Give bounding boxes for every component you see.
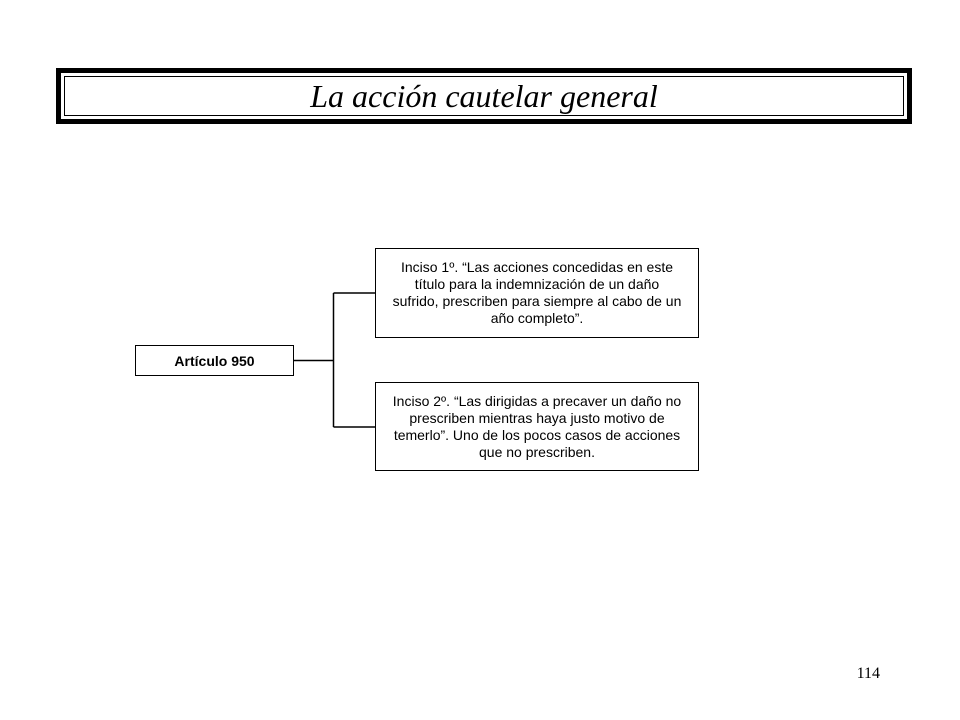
title-banner — [56, 68, 912, 124]
article-box — [135, 345, 294, 376]
page-title: La acción cautelar general — [310, 78, 658, 114]
clause-box-2 — [375, 382, 699, 471]
clause-text-2: Inciso 2º. “Las dirigidas a precaver un daño no prescriben mientras haya justo motivo de temerlo”. Uno de los pocos casos de acciones que no prescriben. — [392, 392, 682, 460]
clause-text-1: Inciso 1º. “Las acciones concedidas en este título para la indemnización de un daño sufrido, prescriben para siempre al cabo de un año completo”. — [392, 259, 682, 326]
article-label: Artículo 950 — [174, 352, 255, 369]
title-banner-inner — [64, 76, 904, 116]
clause-box-1 — [375, 248, 699, 338]
page-number: 114 — [856, 665, 880, 682]
